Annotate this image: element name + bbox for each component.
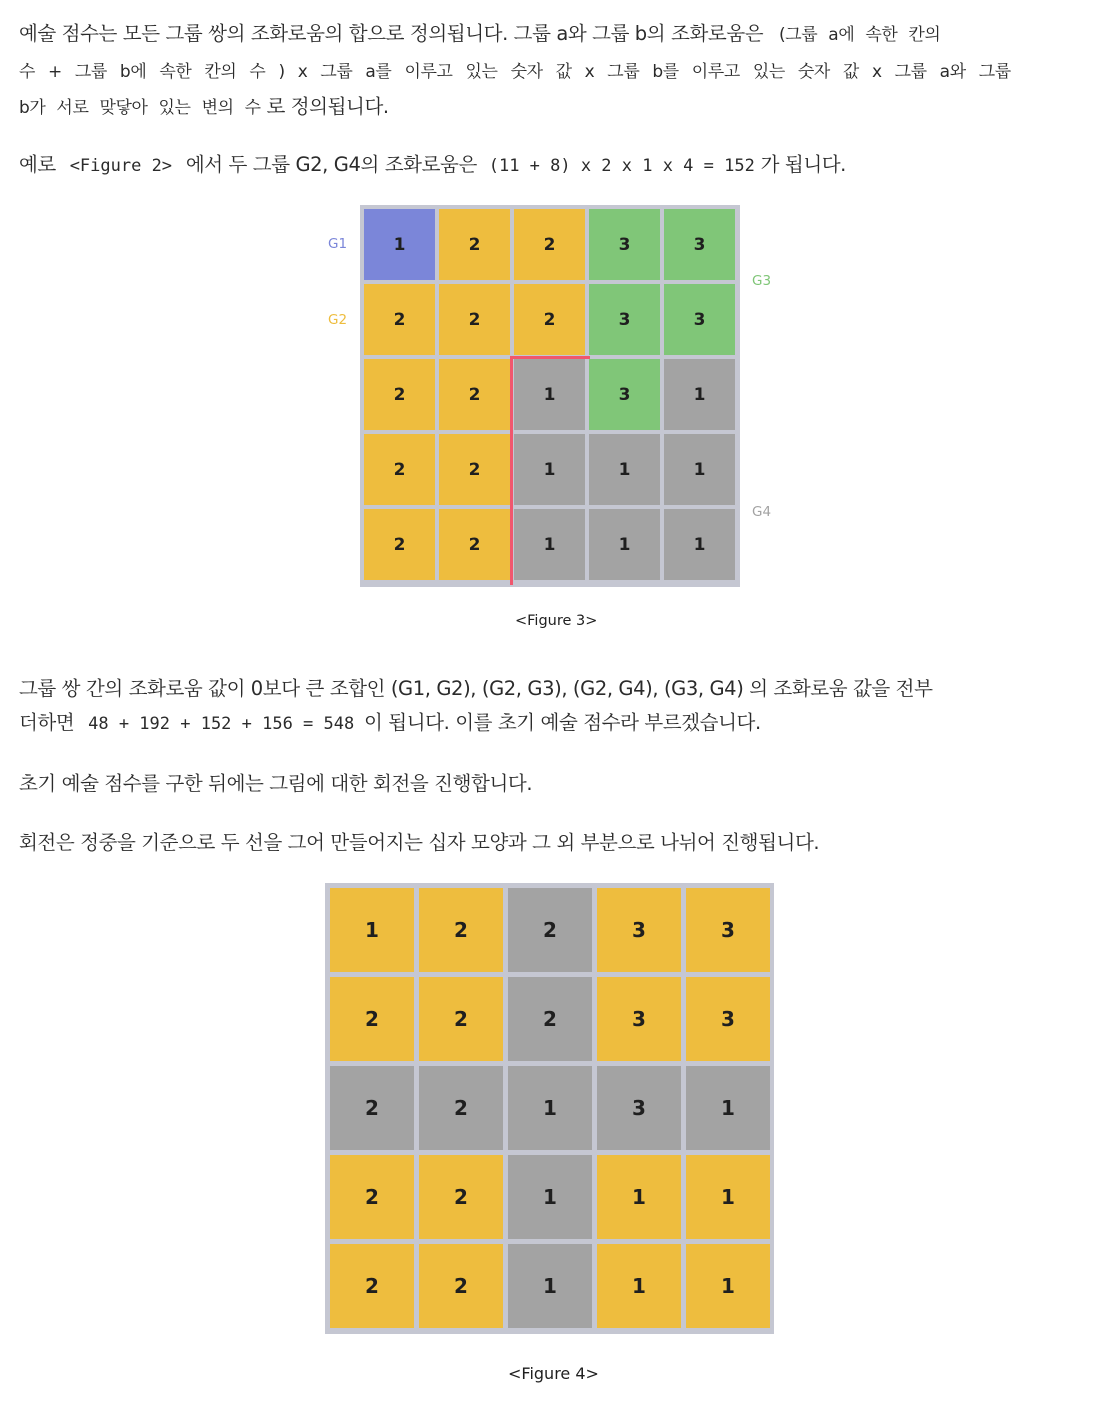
definition-end-text: 로 정의됩니다. — [266, 95, 389, 118]
figure-3-grid — [360, 205, 740, 587]
grid-cell: 2 — [419, 888, 503, 972]
grid-cell: 1 — [686, 1155, 770, 1239]
grid-cell: 1 — [589, 509, 660, 580]
grid-cell: 1 — [664, 434, 735, 505]
sum-start: 더하면 — [19, 711, 75, 734]
paragraph-rotation-intro — [19, 768, 1079, 796]
grid-cell: 1 — [686, 1244, 770, 1328]
grid-cell: 2 — [330, 977, 414, 1061]
sum-text: 그룹 쌍 간의 조화로움 값이 0보다 큰 조합인 (G1, G2), (G2, G3), (G2, G4), (G3, G4) 의 조화로움 값을 전부 — [19, 677, 933, 700]
grid-cell: 2 — [439, 209, 510, 280]
grid-cell: 2 — [330, 1066, 414, 1150]
grid-cell: 2 — [419, 1155, 503, 1239]
grid-cell: 2 — [439, 434, 510, 505]
grid-cell: 3 — [589, 209, 660, 280]
grid-cell: 2 — [514, 284, 585, 355]
grid-cell: 2 — [508, 977, 592, 1061]
grid-cell: 2 — [364, 509, 435, 580]
example-mid: 에서 두 그룹 G2, G4의 조화로움은 — [185, 153, 477, 176]
grid-cell: 2 — [364, 284, 435, 355]
grid-cell: 1 — [686, 1066, 770, 1150]
definition-formula-end: b가 서로 맞닿아 있는 변의 수 — [19, 98, 261, 118]
figure-3-caption: <Figure 3> — [515, 613, 598, 629]
grid-cell: 2 — [419, 1244, 503, 1328]
grid-cell: 2 — [439, 359, 510, 430]
paragraph-example — [19, 149, 1079, 177]
grid-cell: 3 — [589, 284, 660, 355]
definition-formula-part: (그룹 a에 속한 칸의 — [779, 25, 941, 45]
group-label-g4: G4 — [752, 504, 772, 520]
figure-reference: <Figure 2> — [69, 156, 173, 176]
grid-cell: 2 — [439, 509, 510, 580]
rotation-intro-text: 초기 예술 점수를 구한 뒤에는 그림에 대한 회전을 진행합니다. — [19, 772, 533, 795]
grid-cell: 2 — [419, 977, 503, 1061]
grid-cell: 2 — [508, 888, 592, 972]
group-label-g1: G1 — [328, 236, 348, 252]
grid-cell: 3 — [664, 209, 735, 280]
grid-cell: 2 — [330, 1155, 414, 1239]
grid-cell: 3 — [597, 1066, 681, 1150]
group-label-g3: G3 — [752, 273, 772, 289]
grid-cell: 1 — [514, 434, 585, 505]
grid-cell: 1 — [514, 509, 585, 580]
grid-cell: 1 — [364, 209, 435, 280]
group-label-g2: G2 — [328, 312, 348, 328]
grid-cell: 1 — [664, 509, 735, 580]
grid-cell: 1 — [664, 359, 735, 430]
grid-cell: 3 — [664, 284, 735, 355]
grid-cell: 1 — [597, 1244, 681, 1328]
grid-cell: 3 — [686, 977, 770, 1061]
paragraph-definition-line-1 — [19, 18, 1079, 46]
grid-cell: 3 — [686, 888, 770, 972]
grid-cell: 2 — [364, 359, 435, 430]
grid-cell: 2 — [419, 1066, 503, 1150]
example-prefix: 예로 — [19, 153, 56, 176]
grid-cell: 2 — [514, 209, 585, 280]
example-expression: (11 + 8) x 2 x 1 x 4 = 152 — [488, 156, 755, 176]
grid-cell: 1 — [508, 1244, 592, 1328]
grid-cell: 1 — [330, 888, 414, 972]
sum-end: 이 됩니다. 이를 초기 예술 점수라 부르겠습니다. — [364, 711, 761, 734]
grid-cell: 2 — [330, 1244, 414, 1328]
paragraph-definition-line-3 — [19, 91, 1079, 119]
grid-cell: 1 — [514, 359, 585, 430]
grid-cell: 3 — [589, 359, 660, 430]
paragraph-rotation-rule — [19, 827, 1079, 855]
grid-cell: 2 — [439, 284, 510, 355]
border-highlight-vertical — [510, 356, 513, 585]
sum-expression: 48 + 192 + 152 + 156 = 548 — [88, 714, 355, 734]
grid-cell: 2 — [364, 434, 435, 505]
grid-cell: 1 — [508, 1066, 592, 1150]
paragraph-sum-line-2 — [19, 707, 1079, 735]
definition-text: 예술 점수는 모든 그룹 쌍의 조화로움의 합으로 정의됩니다. 그룹 a와 그룹 b의 조화로움은 — [19, 22, 764, 45]
grid-cell: 3 — [597, 977, 681, 1061]
border-highlight-horizontal — [510, 356, 590, 359]
grid-cell: 1 — [597, 1155, 681, 1239]
rotation-rule-text: 회전은 정중을 기준으로 두 선을 그어 만들어지는 십자 모양과 그 외 부분으로 나뉘어 진행됩니다. — [19, 831, 820, 854]
figure-4-grid — [325, 883, 774, 1334]
grid-cell: 3 — [597, 888, 681, 972]
definition-formula-text: 수 + 그룹 b에 속한 칸의 수 ) x 그룹 a를 이루고 있는 숫자 값 x 그룹 b를 이루고 있는 숫자 값 x 그룹 a와 그룹 — [19, 62, 1011, 82]
grid-cell: 1 — [508, 1155, 592, 1239]
paragraph-sum-line-1 — [19, 673, 1079, 701]
example-end: 가 됩니다. — [760, 153, 846, 176]
figure-4-caption: <Figure 4> — [508, 1364, 599, 1383]
grid-cell: 1 — [589, 434, 660, 505]
paragraph-definition-line-2 — [19, 57, 1079, 82]
